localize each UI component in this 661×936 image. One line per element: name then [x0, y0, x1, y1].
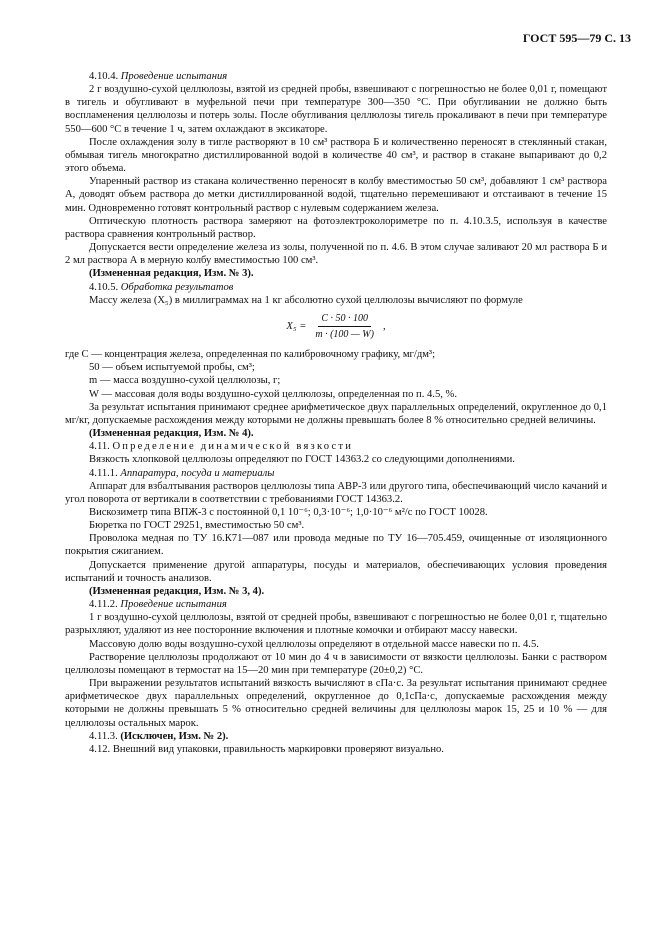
paragraph-text: Вязкость хлопковой целлюлозы определяют по ГОСТ 14363.2 со следующими дополнениями.: [89, 454, 515, 466]
paragraph: [65, 440, 607, 453]
paragraph-text: (Исключен, Изм. № 2).: [120, 730, 229, 742]
paragraph-text: Растворение целлюлозы продолжают от 10 мин до 4 ч в зависимости от вязкости целлюлозы. Банки с раствором целлюлозы помещают в термостат на 15—20 мин при температуре (20±0,2) °С.: [65, 651, 607, 676]
paragraph-text: 1 г воздушно-сухой целлюлозы, взятой от средней пробы, взвешивают с погрешностью не более 0,01 г, тщательно разрыхляют, удаляют из нее посторонние включения и плотные комочки и отбирают массу навески.: [65, 612, 607, 637]
paragraph-text: 4.12. Внешний вид упаковки, правильность маркировки проверяют визуально.: [89, 743, 444, 755]
formula-fraction: [312, 312, 377, 341]
paragraph: [65, 506, 607, 519]
paragraph-text: За результат испытания принимают среднее арифметическое двух параллельных определений, округленное до 0,1 мг/кг, допускаемые расхождения между которыми не должны превышать более 8 % относительно средней величины.: [65, 401, 607, 426]
section-title: Обработка результатов: [120, 281, 234, 293]
paragraph: [65, 348, 607, 361]
definition-line: [65, 374, 607, 387]
formula-lhs: X₅ =: [286, 320, 307, 332]
document-body: [65, 70, 607, 756]
paragraph-text: m — масса воздушно-сухой целлюлозы, г;: [89, 375, 281, 387]
paragraph: [65, 519, 607, 532]
section-title: Определение динамической вязкости: [112, 441, 354, 453]
definition-line: [65, 388, 607, 401]
paragraph-text: Оптическую плотность раствора замеряют на фотоэлектроколориметре по п. 4.10.3.5, используя в качестве раствора сравнения контрольный раствор.: [65, 215, 607, 240]
paragraph: [65, 480, 607, 506]
formula: [65, 312, 607, 341]
paragraph-text: Массу железа (X₅) в миллиграммах на 1 кг абсолютно сухой целлюлозы вычисляют по формуле: [89, 294, 523, 306]
section-number: 4.11.1.: [89, 467, 121, 479]
amendment-note: [65, 730, 607, 743]
section-number: 4.11.3.: [89, 730, 121, 742]
paragraph: [65, 175, 607, 214]
paragraph-text: где С — концентрация железа, определенная по калибровочному графику, мг/дм³;: [65, 349, 436, 361]
paragraph-text: При выражении результатов испытаний вязкость вычисляют в сПа·с. За результат испытания принимают среднее арифметическое двух параллельных определений, округленное до 0,1сПа·с, допускаемые расхождения между которыми не должны превышать 5 % относительно средней величины для целлюлозы марок 15, 25 и 10 % — для целлюлозы остальных марок.: [65, 678, 607, 729]
paragraph: [65, 559, 607, 585]
paragraph: [65, 453, 607, 466]
formula-numerator: C · 50 · 100: [318, 312, 371, 327]
paragraph-text: Аппарат для взбалтывания растворов целлюлозы типа АВР-3 или другого типа, обеспечивающий число качаний и угол поворота от вертикали в соответствии с требованиями ГОСТ 14363.2.: [65, 480, 607, 505]
paragraph-text: Проволока медная по ТУ 16.К71—087 или провода медные по ТУ 16—705.459, очищенные от изоляционного покрытия сжиганием.: [65, 533, 607, 558]
page-header: ГОСТ 595—79 С. 13: [522, 31, 631, 45]
paragraph: [65, 136, 607, 175]
paragraph: [65, 294, 607, 307]
paragraph-text: (Измененная редакция, Изм. № 3).: [89, 268, 254, 280]
formula-tail: ,: [382, 320, 386, 332]
paragraph: [65, 598, 607, 611]
section-number: 4.11.: [89, 441, 113, 453]
section-number: 4.10.4.: [89, 71, 121, 82]
paragraph: [65, 281, 607, 294]
paragraph-text: Бюретка по ГОСТ 29251, вместимостью 50 см³.: [89, 520, 305, 532]
paragraph-text: (Измененная редакция, Изм. № 4).: [89, 428, 254, 440]
paragraph: [65, 532, 607, 558]
section-title: Аппаратура, посуда и материалы: [120, 467, 275, 479]
paragraph-text: W — массовая доля воды воздушно-сухой целлюлозы, определенная по п. 4.5, %.: [89, 388, 458, 400]
section-number: 4.11.2.: [89, 599, 121, 611]
paragraph-text: 2 г воздушно-сухой целлюлозы, взятой из средней пробы, взвешивают с погрешностью не более 0,01 г, помещают в тигель и обугливают в муфельной печи при температуре 300—350 °С. При обугливании не должно быть воспламенения целлюлозы и потерь золы. После обугливания целлюлозы тигель прокаливают в печи при температуре 550—600 °С в течение 1 ч, затем охлаждают в эксикаторе.: [65, 84, 607, 135]
paragraph-text: 50 — объем испытуемой пробы, см³;: [89, 362, 255, 374]
section-title: Проведение испытания: [120, 71, 228, 82]
paragraph-text: (Измененная редакция, Изм. № 3, 4).: [89, 585, 265, 597]
section-title: Проведение испытания: [120, 599, 227, 611]
section-number: 4.10.5.: [89, 281, 121, 293]
definition-line: [65, 361, 607, 374]
paragraph: [65, 611, 607, 637]
paragraph-text: Упаренный раствор из стакана количественно переносят в колбу вместимостью 50 см³, добавляют 1 см³ раствора А, доводят объем раствора до метки дистиллированной водой, тщательно перемешивают и отстаивают в течение 15 мин. Одновременно готовят контрольный раствор с нулевым содержанием железа.: [65, 176, 607, 214]
paragraph-text: Вискозиметр типа ВПЖ-3 с постоянной 0,1 10⁻⁶; 0,3·10⁻⁶; 1,0·10⁻⁶ м²/с по ГОСТ 10028.: [89, 507, 488, 518]
paragraph-text: После охлаждения золу в тигле растворяют в 10 см³ раствора Б и количественно переносят в стеклянный стакан, обмывая тигель многократно дистиллированной водой в количестве 40 см³, и раствор в стакане выпаривают до 0,2 этого объема.: [65, 136, 607, 175]
amendment-note: [65, 267, 607, 280]
paragraph: [65, 651, 607, 677]
paragraph: [65, 677, 607, 730]
paragraph: [65, 401, 607, 427]
paragraph: [65, 743, 607, 756]
paragraph: [65, 467, 607, 480]
paragraph-text: Допускается применение другой аппаратуры, посуды и материалов, обеспечивающих условия проведения испытаний и точность анализов.: [65, 559, 607, 584]
amendment-note: [65, 427, 607, 440]
amendment-note: [65, 585, 607, 598]
paragraph-text: Массовую долю воды воздушно-сухой целлюлозы определяют в отдельной массе навески по п. 4.5.: [89, 638, 539, 650]
paragraph: [65, 70, 607, 83]
paragraph: [65, 638, 607, 651]
formula-denominator: m · (100 — W): [315, 328, 374, 340]
paragraph-text: Допускается вести определение железа из золы, полученной по п. 4.6. В этом случае заливают 20 мл раствора Б и 2 мл раствора А в мерную колбу вместимостью 100 см³.: [65, 242, 607, 267]
paragraph: [65, 241, 607, 267]
paragraph: [65, 83, 607, 136]
paragraph: [65, 215, 607, 241]
